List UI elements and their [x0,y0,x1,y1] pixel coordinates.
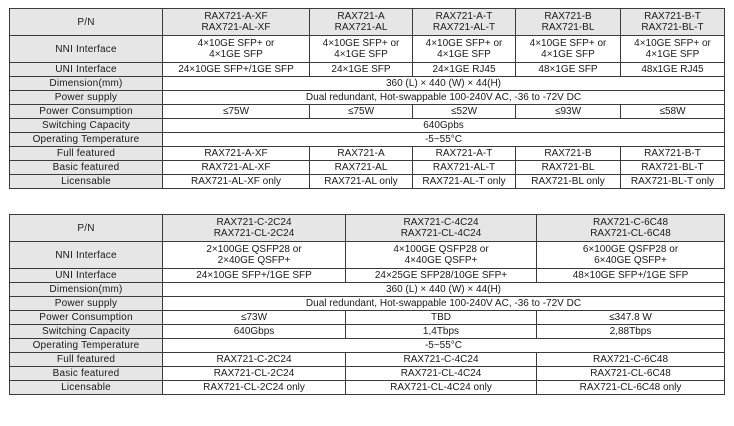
table-row-switching [10,325,725,339]
table-cell: 640Gbps [163,325,346,339]
table-row-power-consumption [10,311,725,325]
row-label-power-consumption: Power Consumption [10,105,163,119]
table-cell: RAX721-BL-T [621,161,725,175]
row-label-licensable: Licensable [10,175,163,189]
table-cell: RAX721-B-T [621,147,725,161]
model-cell: RAX721-B-T RAX721-BL-T [621,9,725,36]
table-cell: 640Gpbs [163,119,725,133]
table-row-pn [10,9,725,36]
table-cell: 2×100GE QSFP28 or 2×40GE QSFP+ [163,242,346,269]
table-row-switching [10,119,725,133]
table-cell: RAX721-AL only [310,175,413,189]
row-label-licensable: Licensable [10,381,163,395]
table-cell: 24×10GE SFP+/1GE SFP [163,269,346,283]
table-cell: RAX721-C-4C24 [346,353,537,367]
table-cell: ≤347.8 W [537,311,725,325]
table-cell: RAX721-AL-XF only [163,175,310,189]
table-cell: RAX721-CL-6C48 only [537,381,725,395]
model-cell: RAX721-A-T RAX721-AL-T [413,9,516,36]
table-cell: ≤75W [163,105,310,119]
row-label-temperature: Operating Temperature [10,339,163,353]
row-label-pn: P/N [10,215,163,242]
table-cell: RAX721-CL-4C24 only [346,381,537,395]
table-cell: 24×1GE RJ45 [413,63,516,77]
row-label-power-supply: Power supply [10,91,163,105]
table-row-temperature [10,339,725,353]
table-cell: 2,88Tbps [537,325,725,339]
table-cell: 360 (L) × 440 (W) × 44(H) [163,283,725,297]
table-cell: ≤73W [163,311,346,325]
table-cell: 4×10GE SFP+ or 4×1GE SFP [621,36,725,63]
table-cell: 4×10GE SFP+ or 4×1GE SFP [413,36,516,63]
table-cell: Dual redundant, Hot-swappable 100-240V AC, -36 to -72V DC [163,297,725,311]
row-label-switching: Switching Capacity [10,325,163,339]
row-label-basic-featured: Basic featured [10,367,163,381]
table-cell: ≤58W [621,105,725,119]
table-cell: 48×1GE SFP [516,63,621,77]
table-cell: -5~55°C [163,133,725,147]
table-row-power-supply [10,91,725,105]
row-label-power-consumption: Power Consumption [10,311,163,325]
table-cell: RAX721-B [516,147,621,161]
table-row-dimension [10,77,725,91]
table-row-licensable [10,381,725,395]
row-label-switching: Switching Capacity [10,119,163,133]
table-cell: RAX721-AL-T only [413,175,516,189]
table-row-basic-featured [10,161,725,175]
table-cell: 24×10GE SFP+/1GE SFP [163,63,310,77]
table-cell: RAX721-C-2C24 [163,353,346,367]
row-label-uni: UNI Interface [10,269,163,283]
row-label-power-supply: Power supply [10,297,163,311]
table-cell: RAX721-AL [310,161,413,175]
table-cell: -5~55°C [163,339,725,353]
table-cell: 4×10GE SFP+ or 4×1GE SFP [516,36,621,63]
table-cell: RAX721-CL-4C24 [346,367,537,381]
model-cell: RAX721-B RAX721-BL [516,9,621,36]
table-cell: RAX721-CL-6C48 [537,367,725,381]
table-cell: ≤52W [413,105,516,119]
table-row-dimension [10,283,725,297]
table-cell: TBD [346,311,537,325]
table-cell: RAX721-BL only [516,175,621,189]
table-cell: 24×1GE SFP [310,63,413,77]
table-row-uni [10,63,725,77]
spec-table-series-c [9,214,725,395]
table-cell: 48x1GE RJ45 [621,63,725,77]
table-cell: RAX721-CL-2C24 [163,367,346,381]
table-cell: RAX721-BL-T only [621,175,725,189]
table-row-full-featured [10,353,725,367]
model-cell: RAX721-C-6C48 RAX721-CL-6C48 [537,215,725,242]
table-cell: 4×100GE QSFP28 or 4×40GE QSFP+ [346,242,537,269]
row-label-temperature: Operating Temperature [10,133,163,147]
row-label-pn: P/N [10,9,163,36]
table-row-power-consumption [10,105,725,119]
row-label-full-featured: Full featured [10,147,163,161]
row-label-uni: UNI Interface [10,63,163,77]
table-cell: RAX721-A-XF [163,147,310,161]
table-cell: RAX721-A [310,147,413,161]
table-cell: RAX721-A-T [413,147,516,161]
table-cell: 4×10GE SFP+ or 4×1GE SFP [310,36,413,63]
table-cell: RAX721-BL [516,161,621,175]
table-row-nni [10,36,725,63]
table-cell: 1,4Tbps [346,325,537,339]
table-cell: Dual redundant, Hot-swappable 100-240V AC, -36 to -72V DC [163,91,725,105]
table-row-uni [10,269,725,283]
table-cell: 24×25GE SFP28/10GE SFP+ [346,269,537,283]
table-row-temperature [10,133,725,147]
table-row-basic-featured [10,367,725,381]
table-row-pn [10,215,725,242]
spec-table-series-a-b [9,8,725,189]
table-row-licensable [10,175,725,189]
table-cell: ≤93W [516,105,621,119]
model-cell: RAX721-A-XF RAX721-AL-XF [163,9,310,36]
row-label-dimension: Dimension(mm) [10,283,163,297]
row-label-nni: NNI Interface [10,36,163,63]
table-cell: 48×10GE SFP+/1GE SFP [537,269,725,283]
row-label-nni: NNI Interface [10,242,163,269]
row-label-basic-featured: Basic featured [10,161,163,175]
row-label-dimension: Dimension(mm) [10,77,163,91]
table-cell: ≤75W [310,105,413,119]
table-cell: RAX721-AL-XF [163,161,310,175]
table-cell: 360 (L) × 440 (W) × 44(H) [163,77,725,91]
table-cell: 4×10GE SFP+ or 4×1GE SFP [163,36,310,63]
model-cell: RAX721-A RAX721-AL [310,9,413,36]
table-cell: RAX721-C-6C48 [537,353,725,367]
table-cell: RAX721-AL-T [413,161,516,175]
model-cell: RAX721-C-4C24 RAX721-CL-4C24 [346,215,537,242]
model-cell: RAX721-C-2C24 RAX721-CL-2C24 [163,215,346,242]
table-row-nni [10,242,725,269]
table-cell: 6×100GE QSFP28 or 6×40GE QSFP+ [537,242,725,269]
table-row-full-featured [10,147,725,161]
table-row-power-supply [10,297,725,311]
table-cell: RAX721-CL-2C24 only [163,381,346,395]
row-label-full-featured: Full featured [10,353,163,367]
